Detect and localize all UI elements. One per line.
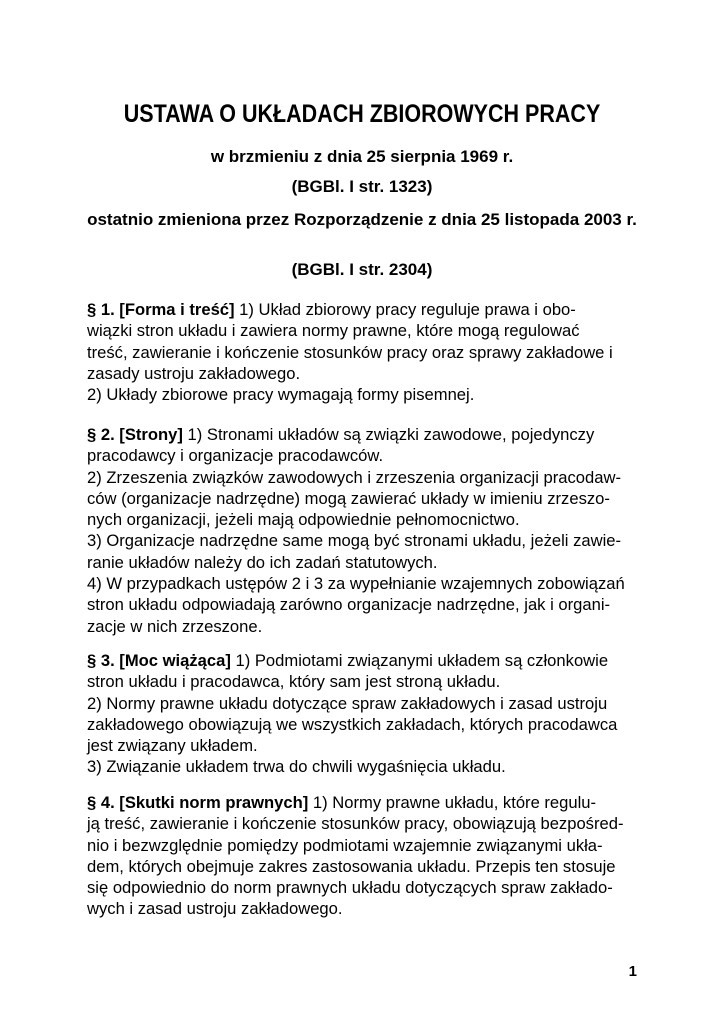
section-text: 1) Układ zbiorowy pracy reguluje prawa i obo-	[234, 300, 576, 319]
section-line: jest związany układem.	[87, 736, 258, 756]
section-first-line	[87, 299, 637, 320]
section-line: zakładowego obowiązują we wszystkich zakładach, których pracodawca	[87, 714, 618, 734]
section-line: dem, których obejmuje zakres zastosowania układu. Przepis ten stosuje	[87, 856, 616, 876]
section-heading: § 3. [Moc wiążąca]	[87, 651, 231, 670]
version-date: w brzmieniu z dnia 25 sierpnia 1969 r.	[210, 147, 514, 166]
section-heading: § 4. [Skutki norm prawnych]	[87, 793, 309, 812]
section-first-line	[87, 650, 637, 671]
page-number: 1	[628, 963, 637, 980]
section-line: 2) Układy zbiorowe pracy wymagają formy pisemnej.	[87, 385, 475, 405]
section-line: pracodawcy i organizacje pracodawców.	[87, 446, 384, 466]
section-line: zacje w nich zrzeszone.	[87, 616, 263, 636]
document-title: USTAWA O UKŁADACH ZBIOROWYCH PRACY	[123, 100, 601, 128]
section-line: treść, zawieranie i kończenie stosunków pracy oraz sprawy zakładowe i	[87, 342, 613, 362]
section-line: 2) Zrzeszenia związków zawodowych i zrzeszenia organizacji pracodaw-	[87, 467, 621, 487]
section-4	[87, 792, 637, 920]
section-line: 3) Organizacje nadrzędne same mogą być stronami układu, jeżeli zawie-	[87, 531, 622, 551]
section-line: 3) Związanie układem trwa do chwili wygaśnięcia układu.	[87, 757, 506, 777]
section-first-line	[87, 792, 637, 813]
section-text: 1) Podmiotami związanymi układem są członkowie	[230, 651, 609, 670]
section-line: ranie układów należy do ich zadań statutowych.	[87, 552, 438, 572]
section-heading: § 2. [Strony]	[87, 425, 183, 444]
section-first-line	[87, 424, 637, 445]
section-line: wiązki stron układu i zawiera normy prawne, które mogą regulować	[87, 321, 580, 341]
section-text: 1) Stronami układów są związki zawodowe, pojedynczy	[182, 425, 595, 444]
section-line: stron układu odpowiadają zarówno organizacje nadrzędne, jak i organi-	[87, 595, 611, 615]
section-1	[87, 299, 637, 405]
section-line: ją treść, zawieranie i kończenie stosunków pracy, obowiązują bezpośred-	[87, 814, 624, 834]
section-line: 4) W przypadkach ustępów 2 i 3 za wypełnianie wzajemnych zobowiązań	[87, 574, 625, 594]
gazette-reference: (BGBl. I str. 1323)	[291, 177, 433, 196]
section-line: stron układu i pracodawca, który sam jest stroną układu.	[87, 672, 501, 692]
section-line: 2) Normy prawne układu dotyczące spraw zakładowych i zasad ustroju	[87, 693, 608, 713]
amendment-gazette-reference: (BGBl. I str. 2304)	[291, 260, 433, 279]
section-line: nio i bezwzględnie pomiędzy podmiotami wzajemnie związanymi ukła-	[87, 835, 603, 855]
section-line: zasady ustroju zakładowego.	[87, 363, 301, 383]
section-heading: § 1. [Forma i treść]	[87, 300, 235, 319]
section-3	[87, 650, 637, 778]
amendment-note: ostatnio zmieniona przez Rozporządzenie z dnia 25 listopada 2003 r.	[87, 210, 637, 229]
section-line: się odpowiednio do norm prawnych układu dotyczących spraw zakłado-	[87, 878, 613, 898]
section-text: 1) Normy prawne układu, które regulu-	[308, 793, 597, 812]
section-line: nych organizacji, jeżeli mają odpowiednie pełnomocnictwo.	[87, 510, 520, 530]
section-line: ców (organizacje nadrzędne) mogą zawierać układy w imieniu zrzeszo-	[87, 488, 610, 508]
section-line: wych i zasad ustroju zakładowego.	[87, 899, 343, 919]
section-2	[87, 424, 637, 637]
